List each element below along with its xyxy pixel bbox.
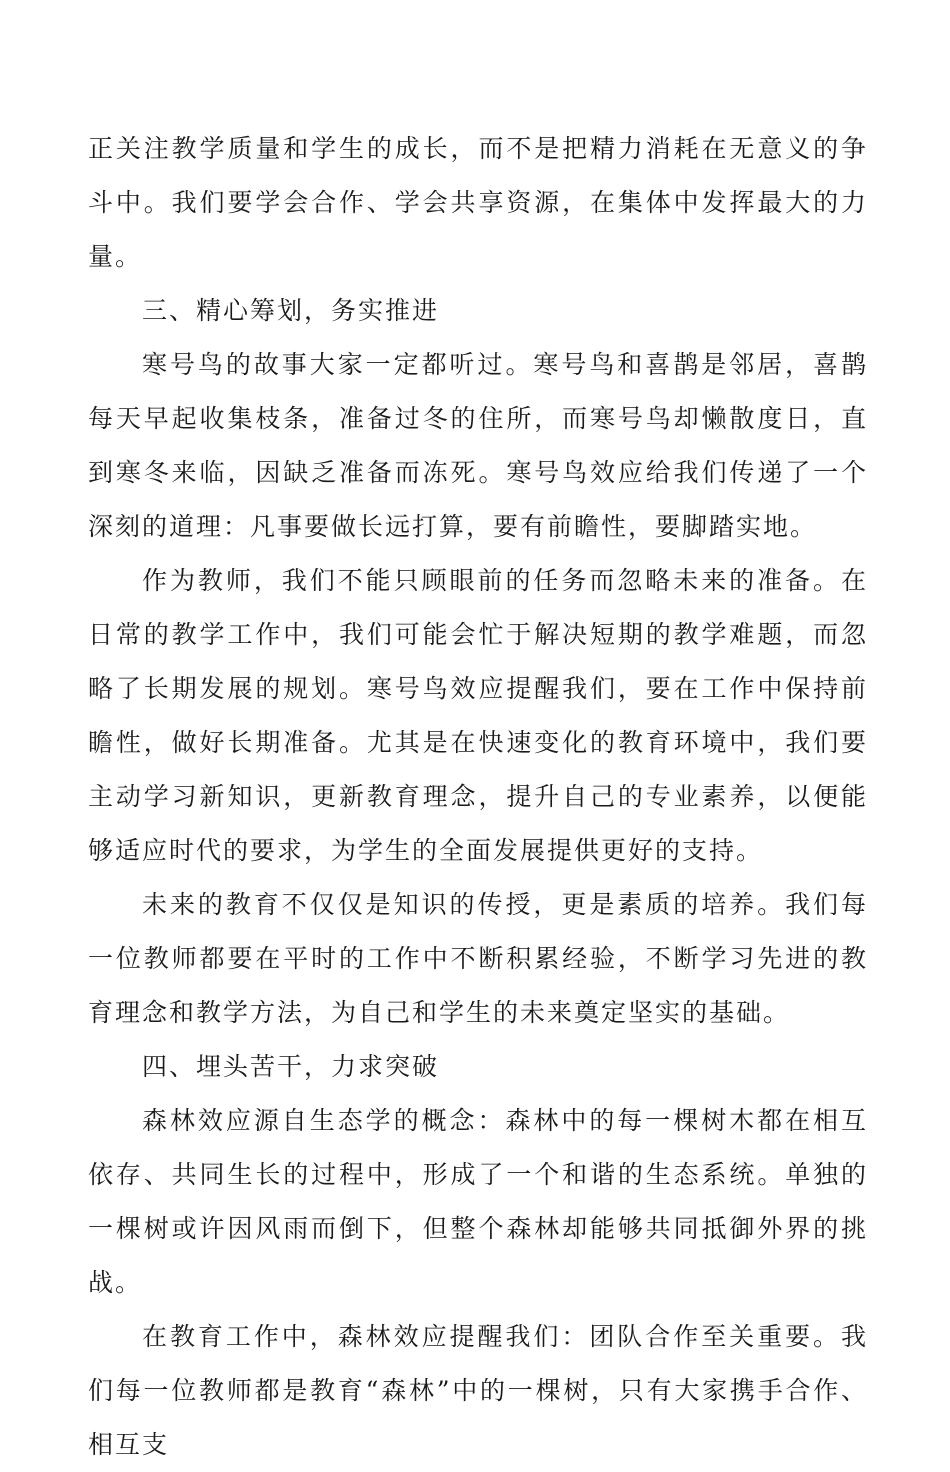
paragraph-hanhaoniao-story: 寒号鸟的故事大家一定都听过。寒号鸟和喜鹊是邻居，喜鹊每天早起收集枝条，准备过冬的住所，而寒号鸟却懒散度日，直到寒冬来临，因缺乏准备而冻死。寒号鸟效应给我们传递了一个深刻的道理：凡事要做长远打算，要有前瞻性，要脚踏实地。 <box>88 350 868 541</box>
document-page <box>88 122 868 1472</box>
paragraph-teamwork: 在教育工作中，森林效应提醒我们：团队合作至关重要。我们每一位教师都是教育“森林”中的一棵树，只有大家携手合作、相互支 <box>88 1322 868 1459</box>
paragraph-forest-effect: 森林效应源自生态学的概念：森林中的每一棵树木都在相互依存、共同生长的过程中，形成了一个和谐的生态系统。单独的一棵树或许因风雨而倒下，但整个森林却能够共同抵御外界的挑战。 <box>88 1106 868 1297</box>
section-heading-4: 四、埋头苦干，力求突破 <box>142 1052 440 1081</box>
section-heading-3: 三、精心筹划，务实推进 <box>142 296 440 325</box>
paragraph-teacher-foresight: 作为教师，我们不能只顾眼前的任务而忽略未来的准备。在日常的教学工作中，我们可能会忙于解决短期的教学难题，而忽略了长期发展的规划。寒号鸟效应提醒我们，要在工作中保持前瞻性，做好长期准备。尤其是在快速变化的教育环境中，我们要主动学习新知识，更新教育理念，提升自己的专业素养，以便能够适应时代的要求，为学生的全面发展提供更好的支持。 <box>88 566 868 865</box>
paragraph-future-education: 未来的教育不仅仅是知识的传授，更是素质的培养。我们每一位教师都要在平时的工作中不断积累经验，不断学习先进的教育理念和教学方法，为自己和学生的未来奠定坚实的基础。 <box>88 890 868 1027</box>
paragraph-continuation: 正关注教学质量和学生的成长，而不是把精力消耗在无意义的争斗中。我们要学会合作、学会共享资源，在集体中发挥最大的力量。 <box>88 134 868 271</box>
